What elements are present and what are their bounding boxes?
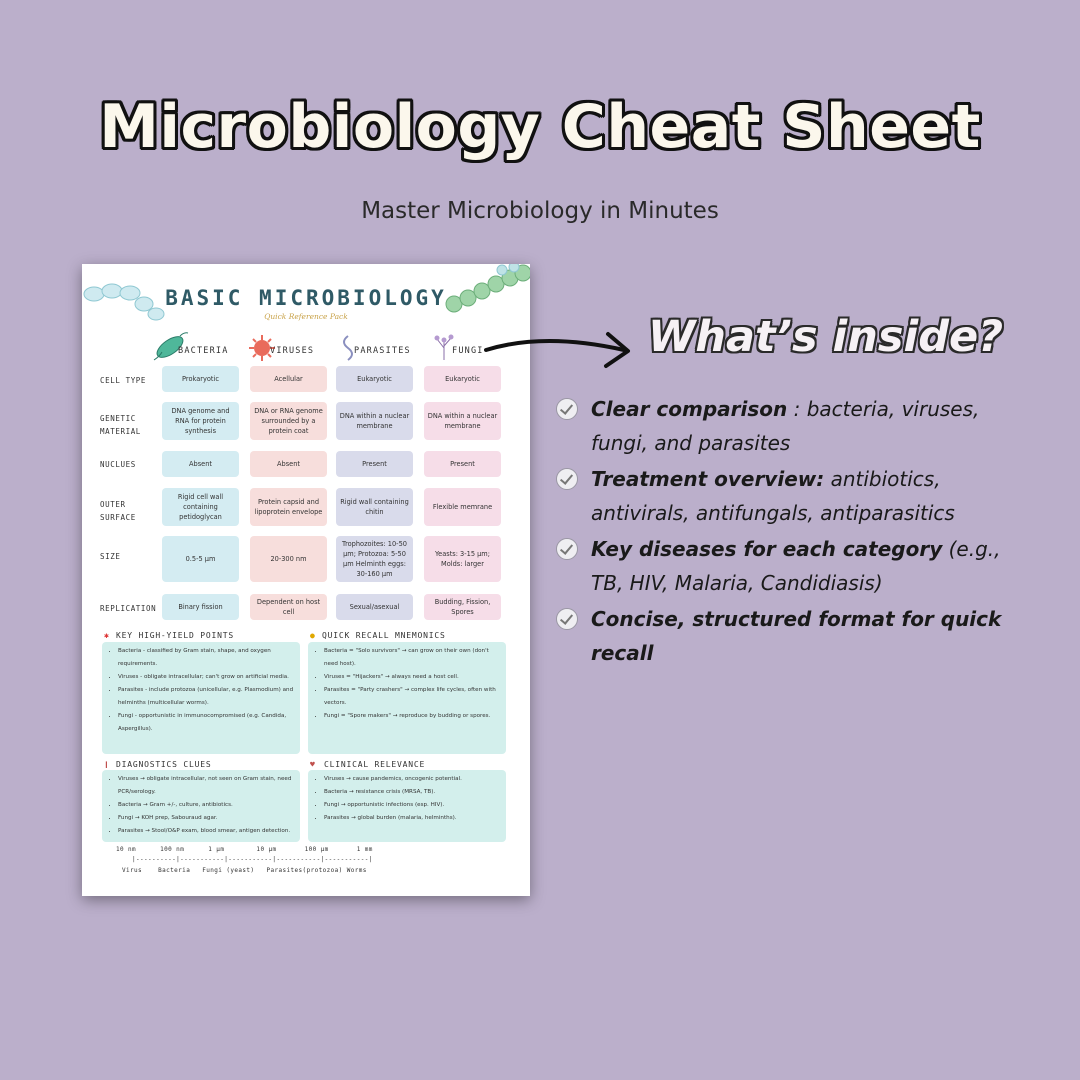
cell-parasites-replication: Sexual/asexual <box>336 594 413 620</box>
cell-viruses-cell-type: Acellular <box>250 366 327 392</box>
cell-viruses-surface: Protein capsid and lipoprotein envelope <box>250 488 327 526</box>
cell-parasites-nucleus: Present <box>336 451 413 477</box>
list-item: • Bacteria → resistance crisis (MRSA, TB). <box>324 786 500 799</box>
page-subtitle: Master Microbiology in Minutes <box>361 198 719 224</box>
feature-bold: Treatment overview: <box>591 467 825 491</box>
diagnostics-title: DIAGNOSTICS CLUES <box>116 760 212 769</box>
cell-bacteria-nucleus: Absent <box>162 451 239 477</box>
cell-parasites-size: Trophozoites: 10-50 µm; Protozoa: 5-50 µm Helminth eggs: 30-160 µm <box>336 536 413 582</box>
list-item: • Parasites → Stool/O&P exam, blood smear, antigen detection. <box>118 825 294 838</box>
cell-fungi-genetic: DNA within a nuclear membrane <box>424 402 501 440</box>
check-circle-icon <box>556 538 578 560</box>
list-item: • Bacteria - classified by Gram stain, shape, and oxygen requirements. <box>118 645 294 671</box>
cell-viruses-nucleus: Absent <box>250 451 327 477</box>
check-circle-icon <box>556 398 578 420</box>
sheet-subtitle: Quick Reference Pack <box>264 312 348 321</box>
cheat-sheet-preview <box>82 264 530 896</box>
column-viruses: VIRUSES <box>270 346 315 356</box>
row-label-replication: REPLICATION <box>100 604 157 613</box>
row-label-nucleus: NUCLUES <box>100 460 136 469</box>
list-item: • Fungi → KOH prep, Sabouraud agar. <box>118 812 294 825</box>
high-yield-box <box>102 642 300 754</box>
feature-rest: antibiotics, antivirals, antifungals, antiparasitics <box>591 467 955 525</box>
list-item: • Bacteria → Gram +/-, culture, antibiotics. <box>118 799 294 812</box>
cell-bacteria-genetic: DNA genome and RNA for protein synthesis <box>162 402 239 440</box>
row-label-outer-surface: OUTER SURFACE <box>100 500 136 522</box>
scale-ruler: |----------|-----------|-----------|-----------|-----------| <box>132 856 373 863</box>
cell-fungi-cell-type: Eukaryotic <box>424 366 501 392</box>
pin-icon: ✱ <box>104 631 110 640</box>
arrow-icon <box>484 320 640 372</box>
cell-bacteria-size: 0.5-5 µm <box>162 536 239 582</box>
mnemonics-box <box>308 642 506 754</box>
list-item: • Fungi = "Spore makers" → reproduce by budding or spores. <box>324 710 500 723</box>
cell-fungi-nucleus: Present <box>424 451 501 477</box>
list-item: • Viruses → cause pandemics, oncogenic potential. <box>324 773 500 786</box>
feature-rest: (e.g., TB, HIV, Malaria, Candidiasis) <box>591 537 1001 595</box>
cell-bacteria-cell-type: Prokaryotic <box>162 366 239 392</box>
feature-list <box>556 392 1026 672</box>
list-item: • Parasites = "Party crashers" → complex life cycles, often with vectors. <box>324 684 500 710</box>
column-bacteria: BACTERIA <box>178 346 229 356</box>
cell-bacteria-replication: Binary fission <box>162 594 239 620</box>
list-item: • Parasites → global burden (malaria, helminths). <box>324 812 500 825</box>
cell-fungi-replication: Budding, Fission, Spores <box>424 594 501 620</box>
feature-bold: Concise, structured format for quick recall <box>591 607 1002 665</box>
row-label-size: SIZE <box>100 552 121 561</box>
stethoscope-icon: ♥ <box>310 760 316 769</box>
feature-bold: Key diseases for each category <box>591 537 943 561</box>
list-item: • Parasites - include protozoa (unicellular, e.g. Plasmodium) and helminths (multicellular worms). <box>118 684 294 710</box>
test-tube-icon: ❙ <box>104 760 110 769</box>
list-item: • Bacteria = "Solo survivors" → can grow on their own (don't need host). <box>324 645 500 671</box>
list-item <box>556 392 1026 460</box>
list-item: • Viruses = "Hijackers" → always need a host cell. <box>324 671 500 684</box>
cell-fungi-size: Yeasts: 3-15 µm; Molds: larger <box>424 536 501 582</box>
cell-parasites-surface: Rigid wall containing chitin <box>336 488 413 526</box>
high-yield-title: KEY HIGH-YIELD POINTS <box>116 631 234 640</box>
cell-viruses-genetic: DNA or RNA genome surrounded by a protein coat <box>250 402 327 440</box>
whats-inside-heading: What’s inside? <box>648 312 1004 362</box>
scale-units: 10 nm 100 nm 1 µm 10 µm 100 µm 1 mm <box>116 846 373 853</box>
page-title: Microbiology Cheat Sheet <box>99 92 981 162</box>
column-fungi: FUNGI <box>452 346 484 356</box>
diagnostics-box <box>102 770 300 842</box>
row-label-cell-type: CELL TYPE <box>100 376 147 385</box>
feature-rest: : bacteria, viruses, fungi, and parasites <box>591 397 980 455</box>
clinical-box <box>308 770 506 842</box>
cell-viruses-replication: Dependent on host cell <box>250 594 327 620</box>
row-label-genetic-material: GENETIC MATERIAL <box>100 414 141 436</box>
check-circle-icon <box>556 608 578 630</box>
list-item <box>556 462 1026 530</box>
list-item <box>556 602 1026 670</box>
lightbulb-icon: ● <box>310 631 316 640</box>
list-item: • Fungi - opportunistic in immunocompromised (e.g. Candida, Aspergillus). <box>118 710 294 736</box>
mnemonics-title: QUICK RECALL MNEMONICS <box>322 631 446 640</box>
check-circle-icon <box>556 468 578 490</box>
cell-parasites-cell-type: Eukaryotic <box>336 366 413 392</box>
cell-parasites-genetic: DNA within a nuclear membrane <box>336 402 413 440</box>
cell-bacteria-surface: Rigid cell wall containing petidoglycan <box>162 488 239 526</box>
feature-bold: Clear comparison <box>591 397 788 421</box>
list-item: • Viruses - obligate intracellular; can't grow on artificial media. <box>118 671 294 684</box>
clinical-title: CLINICAL RELEVANCE <box>324 760 426 769</box>
column-parasites: PARASITES <box>354 346 411 356</box>
cell-fungi-surface: Flexible memrane <box>424 488 501 526</box>
list-item: • Fungi → opportunistic infections (esp. HIV). <box>324 799 500 812</box>
scale-organisms: Virus Bacteria Fungi (yeast) Parasites(protozoa) Worms <box>122 867 367 874</box>
sheet-title: BASIC MICROBIOLOGY <box>165 286 447 310</box>
list-item: • Viruses → obligate intracellular, not seen on Gram stain, need PCR/serology. <box>118 773 294 799</box>
cell-viruses-size: 20-300 nm <box>250 536 327 582</box>
list-item <box>556 532 1026 600</box>
